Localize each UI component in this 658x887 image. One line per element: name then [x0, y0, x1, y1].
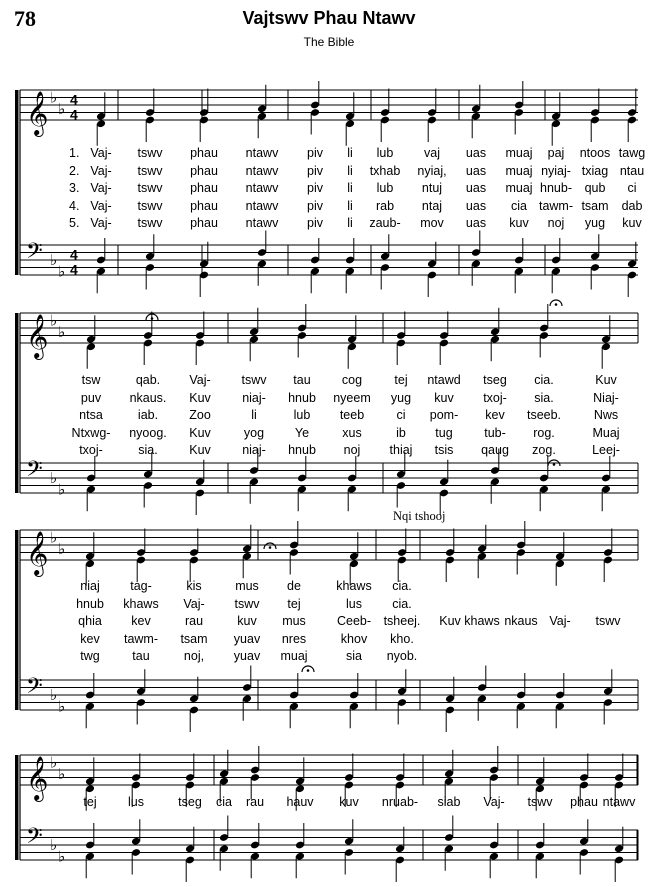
lyric-syllable: lus — [128, 795, 144, 809]
lyric-syllable: niaj- — [242, 443, 266, 457]
lyric-syllable: cog — [341, 373, 363, 387]
lyric-syllable: tswv — [234, 596, 260, 611]
lyric-syllable: ntawv — [245, 198, 279, 213]
page-number: 78 — [14, 6, 36, 31]
verse-number: 5. — [69, 216, 80, 230]
lyric-syllable: tsis — [434, 443, 454, 457]
lyric-syllable: mus — [282, 614, 306, 628]
lyric-syllable: tawm- — [123, 631, 159, 646]
lyric-syllable: li — [347, 216, 353, 230]
fermata-dot — [151, 317, 154, 320]
lyric-syllable: txoj- — [79, 443, 103, 457]
lyric-syllable: nruab- — [381, 795, 419, 809]
lyric-syllable: piv — [307, 163, 323, 178]
lyric-syllable: ib — [396, 425, 406, 440]
lyric-syllable: Vaj- — [90, 198, 112, 213]
lyric-syllable: thiaj — [389, 443, 413, 457]
lyric-syllable: zaub- — [369, 216, 401, 230]
lyric-syllable: khaws — [464, 614, 500, 628]
lyric-syllable: sia. — [138, 443, 158, 457]
lyric-syllable: kuv — [509, 216, 529, 230]
lyric-syllable: niaj- — [242, 390, 266, 405]
system-bracket — [15, 313, 19, 493]
lyric-syllable: Kuv — [189, 425, 211, 440]
lyric-syllable: tseg — [178, 795, 202, 809]
lyric-syllable: nyeem — [333, 390, 371, 405]
lyric-syllable: phau — [190, 198, 218, 213]
lyric-syllable: tau — [132, 649, 150, 663]
flat-icon: ♭ — [58, 262, 66, 281]
hymn-subtitle: The Bible — [303, 35, 355, 49]
lyric-syllable: tsw — [81, 373, 101, 387]
lyric-syllable: Ceeb- — [336, 614, 372, 628]
fermata-dot — [555, 303, 558, 306]
time-signature-bottom: 4 — [70, 261, 78, 278]
lyric-syllable: phau — [190, 216, 218, 230]
lyric-syllable: vaj — [424, 146, 440, 160]
lyric-syllable: lub — [293, 408, 311, 422]
lyric-syllable: kev — [80, 631, 100, 646]
lyric-syllable: tsam — [180, 631, 208, 646]
lyric-syllable: Kuv — [439, 614, 461, 628]
lyric-syllable: khaws — [123, 596, 159, 611]
lyric-syllable: cia. — [392, 596, 412, 611]
lyric-syllable: dab — [621, 198, 643, 213]
system-bracket — [15, 755, 19, 860]
lyric-syllable: hnub — [76, 596, 104, 611]
lyric-syllable: piv — [307, 198, 323, 213]
flat-icon: ♭ — [58, 539, 66, 558]
lyric-syllable: twg — [80, 649, 100, 663]
lyric-syllable: noj — [547, 216, 565, 230]
lyric-syllable: ntoos — [579, 146, 611, 160]
system-bracket — [15, 530, 19, 710]
flat-icon: ♭ — [58, 99, 66, 118]
lyric-syllable: lub — [376, 146, 394, 160]
lyric-syllable: tseg — [483, 373, 507, 387]
lyric-syllable: cia. — [392, 579, 412, 593]
treble-clef-icon: 𝄞 — [26, 531, 49, 575]
lyric-syllable: qaug — [481, 443, 509, 457]
lyric-syllable: Vaj- — [90, 163, 112, 178]
lyric-syllable: xus — [342, 425, 362, 440]
lyric-syllable: nres — [281, 631, 307, 646]
lyric-syllable: Ye — [294, 425, 310, 440]
lyric-syllable: ci — [627, 181, 637, 195]
lyric-syllable: nkaus. — [129, 390, 167, 405]
flat-icon: ♭ — [58, 480, 66, 499]
lyric-syllable: uas — [465, 146, 487, 160]
lyric-syllable: tub- — [484, 425, 506, 440]
lyric-syllable: kuv — [434, 390, 454, 405]
lyric-syllable: sia. — [534, 390, 554, 405]
lyric-syllable: tswv — [595, 614, 621, 628]
lyric-syllable: qab. — [135, 373, 161, 387]
flat-icon: ♭ — [58, 697, 66, 716]
lyric-syllable: sia — [346, 649, 362, 663]
lyric-syllable: nyiaj, — [417, 163, 447, 178]
bass-clef-icon: 𝄢 — [26, 457, 43, 487]
flat-icon: ♭ — [50, 528, 58, 547]
lyric-syllable: rog. — [533, 425, 555, 440]
lyric-syllable: piv — [307, 216, 323, 230]
lyric-syllable: kis — [186, 579, 202, 593]
lyric-syllable: ntau — [619, 163, 645, 178]
flat-icon: ♭ — [50, 836, 58, 854]
verse-number: 2. — [69, 163, 80, 178]
lyric-syllable: mov — [420, 216, 444, 230]
lyric-syllable: tswv — [137, 181, 163, 195]
lyric-syllable: pom- — [429, 408, 459, 422]
lyric-syllable: cia — [216, 795, 232, 809]
lyric-syllable: uas — [465, 163, 487, 178]
lyric-syllable: tswv — [137, 198, 163, 213]
lyric-syllable: kuv — [237, 614, 257, 628]
lyric-syllable: tseeb. — [526, 408, 562, 422]
tempo-marking: Nqi tshooj — [393, 509, 446, 523]
lyric-syllable: hnub — [288, 390, 316, 405]
lyric-syllable: piv — [307, 146, 323, 160]
lyric-syllable: tawg — [618, 146, 646, 160]
lyric-syllable: teeb — [339, 408, 365, 422]
treble-clef-icon: 𝄞 — [26, 91, 49, 135]
lyric-syllable: uas — [465, 181, 487, 195]
lyric-syllable: tej — [83, 795, 97, 809]
lyric-syllable: li — [347, 146, 353, 160]
lyric-syllable: ntawv — [602, 795, 636, 809]
flat-icon: ♭ — [58, 847, 66, 866]
lyric-syllable: ntawv — [245, 216, 279, 230]
lyric-syllable: muaj — [505, 181, 533, 195]
hymn-title: Vajtswv Phau Ntawv — [242, 8, 416, 28]
lyric-syllable: phau — [570, 795, 598, 809]
lyric-syllable: Muaj — [592, 425, 620, 440]
lyric-syllable: tej — [394, 373, 408, 387]
lyric-syllable: tswv — [137, 216, 163, 230]
lyric-syllable: nyob. — [386, 649, 418, 663]
lyric-syllable: li — [251, 408, 257, 422]
lyric-syllable: Leej- — [592, 443, 620, 457]
lyric-syllable: ntawv — [245, 163, 279, 178]
lyric-syllable: muaj — [505, 163, 533, 178]
lyric-syllable: li — [347, 163, 353, 178]
lyric-syllable: Vaj- — [183, 596, 205, 611]
lyric-syllable: lub — [376, 181, 394, 195]
lyric-syllable: li — [347, 181, 353, 195]
lyric-syllable: ntawv — [245, 181, 279, 195]
lyric-syllable: phau — [190, 146, 218, 160]
bass-clef-icon: 𝄢 — [26, 824, 43, 854]
lyric-syllable: khaws — [336, 579, 372, 593]
lyric-syllable: khov — [340, 631, 368, 646]
lyric-syllable: tsam — [581, 198, 609, 213]
lyric-syllable: yug — [390, 390, 412, 405]
lyric-syllable: kho. — [390, 631, 414, 646]
lyric-syllable: cia. — [534, 373, 554, 387]
lyric-syllable: txhab — [369, 163, 401, 178]
lyric-syllable: tug — [435, 425, 453, 440]
lyric-syllable: phau — [190, 163, 218, 178]
lyric-syllable: lus — [346, 596, 362, 611]
lyric-syllable: Ntxwg- — [71, 425, 111, 440]
lyric-syllable: qhia — [78, 614, 102, 628]
lyric-syllable: tau — [293, 373, 311, 387]
lyric-syllable: txiag — [581, 163, 609, 178]
fermata-dot — [553, 463, 556, 466]
lyric-syllable: tswv — [137, 146, 163, 160]
lyric-syllable: noj — [343, 443, 361, 457]
lyric-syllable: hauv — [286, 795, 314, 809]
lyric-syllable: nyoog. — [129, 425, 167, 440]
lyric-syllable: ntawv — [245, 146, 279, 160]
treble-clef-icon: 𝄞 — [26, 756, 49, 800]
lyric-syllable: ntaj — [421, 198, 443, 213]
lyric-syllable: uas — [465, 216, 487, 230]
lyric-syllable: rau — [184, 614, 204, 628]
lyric-syllable: Vaj- — [483, 795, 505, 809]
lyric-syllable: kev — [485, 408, 505, 422]
lyric-syllable: nyiaj- — [541, 163, 571, 178]
lyric-syllable: Vaj- — [189, 373, 211, 387]
lyric-syllable: tej — [287, 596, 301, 611]
verse-number: 3. — [69, 181, 80, 195]
lyric-syllable: Nws — [593, 408, 619, 422]
lyric-syllable: tswv — [527, 795, 553, 809]
lyric-syllable: Vaj- — [90, 216, 112, 230]
lyric-syllable: ci — [396, 408, 406, 422]
lyric-syllable: ntsa — [79, 408, 103, 422]
lyric-syllable: kev — [131, 614, 151, 628]
lyric-syllable: paj — [547, 146, 565, 160]
lyric-syllable: yuav — [233, 649, 261, 663]
lyric-syllable: Niaj- — [593, 390, 619, 405]
lyric-syllable: noj, — [183, 649, 205, 663]
lyric-syllable: kuv — [339, 795, 359, 809]
lyric-syllable: hnub- — [540, 181, 572, 195]
lyric-syllable: muaj — [280, 649, 308, 663]
lyric-syllable: Vaj- — [549, 614, 571, 628]
fermata-dot — [307, 669, 310, 672]
lyric-syllable: rau — [245, 795, 265, 809]
system-bracket — [15, 90, 19, 275]
lyric-syllable: kuv — [622, 216, 642, 230]
lyric-syllable: Vaj- — [90, 146, 112, 160]
lyric-syllable: iab. — [137, 408, 159, 422]
lyric-syllable: ntuj — [421, 181, 443, 195]
lyric-syllable: uas — [465, 198, 487, 213]
fermata-dot — [269, 546, 272, 549]
lyric-syllable: yuav — [233, 631, 261, 646]
lyric-syllable: txoj- — [483, 390, 507, 405]
lyric-syllable: nkaus — [504, 614, 538, 628]
flat-icon: ♭ — [50, 251, 58, 269]
lyric-syllable: tsheej. — [383, 614, 421, 628]
flat-icon: ♭ — [58, 764, 66, 783]
lyric-syllable: Kuv — [189, 443, 211, 457]
lyric-syllable: piv — [307, 181, 323, 195]
flat-icon: ♭ — [58, 322, 66, 341]
lyric-syllable: muaj — [505, 146, 533, 160]
verse-number: 4. — [69, 198, 80, 213]
flat-icon: ♭ — [50, 311, 58, 330]
lyric-syllable: rab — [375, 198, 395, 213]
flat-icon: ♭ — [50, 469, 58, 487]
lyric-syllable: hnub — [288, 443, 316, 457]
lyric-syllable: yug — [584, 216, 606, 230]
lyric-syllable: zog. — [532, 443, 556, 457]
lyric-syllable: qub — [584, 181, 606, 195]
lyric-syllable: phau — [190, 181, 218, 195]
lyric-syllable: tawm- — [538, 198, 574, 213]
lyric-syllable: yog — [243, 425, 265, 440]
flat-icon: ♭ — [50, 88, 58, 107]
treble-clef-icon: 𝄞 — [26, 314, 49, 358]
lyric-syllable: tswv — [137, 163, 163, 178]
lyric-syllable: de — [287, 579, 301, 593]
time-signature-top: 4 — [70, 246, 78, 263]
bass-clef-icon: 𝄢 — [26, 674, 43, 704]
time-signature-top: 4 — [70, 91, 78, 108]
verse-number: 1. — [69, 146, 80, 160]
lyric-syllable: cia — [511, 198, 527, 213]
lyric-syllable: tswv — [241, 373, 267, 387]
lyric-syllable: li — [347, 198, 353, 213]
lyric-syllable: niaj — [80, 579, 100, 593]
flat-icon: ♭ — [50, 686, 58, 704]
lyric-syllable: tag- — [130, 579, 152, 593]
lyric-syllable: ntawd — [427, 373, 461, 387]
bass-clef-icon: 𝄢 — [26, 239, 43, 269]
lyric-syllable: Kuv — [595, 373, 617, 387]
lyric-syllable: Vaj- — [90, 181, 112, 195]
flat-icon: ♭ — [50, 753, 58, 772]
lyric-syllable: Kuv — [189, 390, 211, 405]
lyric-syllable: puv — [80, 390, 102, 405]
lyric-syllable: siab — [437, 795, 461, 809]
lyric-syllable: Zoo — [189, 408, 211, 422]
lyric-syllable: mus — [235, 579, 259, 593]
time-signature-bottom: 4 — [70, 106, 78, 123]
